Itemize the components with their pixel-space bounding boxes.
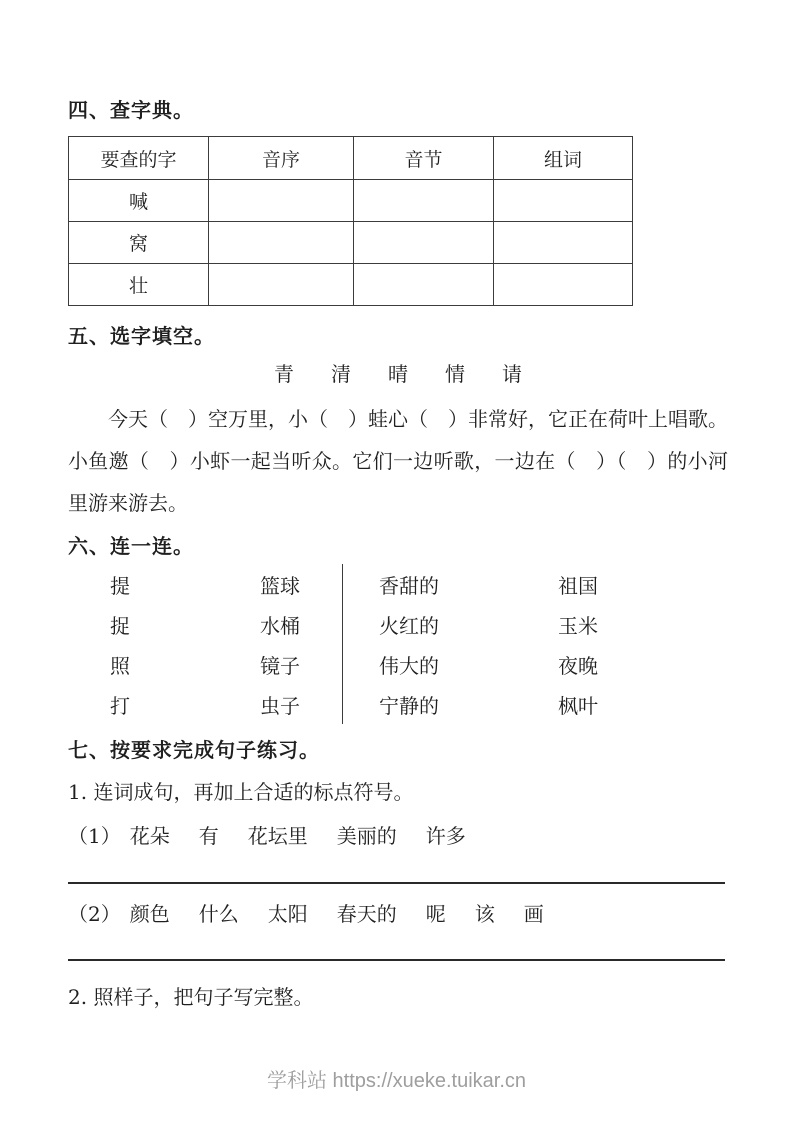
matching-area <box>68 564 728 724</box>
adjective-column <box>379 564 558 724</box>
question-2-words <box>68 900 728 928</box>
section-matching-heading: 六、连一连。 <box>68 534 194 558</box>
verb-column <box>110 564 260 724</box>
dictionary-table-header-row <box>69 137 633 180</box>
object-column <box>260 564 342 724</box>
answer-cell <box>494 180 633 222</box>
scrambled-word: 春天的 <box>336 902 397 926</box>
section-sentence-heading: 七、按要求完成句子练习。 <box>68 738 320 762</box>
answer-cell <box>354 264 494 306</box>
scrambled-word: 颜色 <box>129 902 170 926</box>
bank-character: 请 <box>502 362 522 386</box>
scrambled-word: 许多 <box>425 824 466 848</box>
match-item: 宁静的 <box>379 693 439 718</box>
match-item: 照 <box>110 653 130 678</box>
answer-cell <box>494 222 633 264</box>
section-dictionary-heading: 四、查字典。 <box>68 98 194 122</box>
answer-line <box>68 959 725 961</box>
table-row <box>69 222 633 264</box>
noun-column <box>558 564 648 724</box>
dictionary-table <box>68 136 633 306</box>
col-header-character: 要查的字 <box>69 137 209 180</box>
scrambled-word: 有 <box>198 824 219 848</box>
question-number: （1） <box>68 824 121 848</box>
col-header-initial: 音序 <box>209 137 354 180</box>
fill-blank-paragraph: 今天（ ）空万里，小（ ）蛙心（ ）非常好，它正在荷叶上唱歌。小鱼邀（ ）小虾一起当听众。它们一边听歌，一边在（ ）（ ）的小河里游来游去。 <box>68 407 728 515</box>
col-header-syllable: 音节 <box>354 137 494 180</box>
answer-line <box>68 882 725 884</box>
scrambled-word: 画 <box>523 902 544 926</box>
match-item: 香甜的 <box>379 573 439 598</box>
match-item: 篮球 <box>260 573 300 598</box>
scrambled-word: 什么 <box>198 902 239 926</box>
match-item: 祖国 <box>558 573 598 598</box>
match-item: 打 <box>110 693 130 718</box>
table-row <box>69 264 633 306</box>
watermark-footer: 学科站 https://xueke.tuikar.cn <box>267 1070 526 1092</box>
answer-cell <box>494 264 633 306</box>
question-number: （2） <box>68 902 121 926</box>
bank-character: 晴 <box>388 362 408 386</box>
col-header-word: 组词 <box>494 137 633 180</box>
scrambled-word: 花朵 <box>129 824 170 848</box>
bank-character: 清 <box>331 362 351 386</box>
scrambled-word: 该 <box>474 902 495 926</box>
match-item: 捉 <box>110 613 130 638</box>
lookup-character: 壮 <box>69 264 209 306</box>
table-row <box>69 180 633 222</box>
scrambled-word: 花坛里 <box>247 824 308 848</box>
match-item: 提 <box>110 573 130 598</box>
bank-character: 青 <box>274 362 294 386</box>
question-1-words <box>68 822 728 850</box>
scrambled-word: 美丽的 <box>336 824 397 848</box>
match-item: 虫子 <box>260 693 300 718</box>
answer-cell <box>209 264 354 306</box>
match-item: 夜晚 <box>558 653 598 678</box>
matching-right-group <box>342 564 728 724</box>
matching-left-group <box>68 564 342 724</box>
answer-cell <box>354 222 494 264</box>
worksheet-content <box>0 96 793 1011</box>
character-bank <box>68 360 728 388</box>
match-item: 镜子 <box>260 653 300 678</box>
scrambled-word: 呢 <box>425 902 446 926</box>
answer-cell <box>209 180 354 222</box>
match-item: 枫叶 <box>558 693 598 718</box>
match-item: 玉米 <box>558 613 598 638</box>
section-fill-blank-heading: 五、选字填空。 <box>68 324 215 348</box>
match-item: 伟大的 <box>379 653 439 678</box>
match-item: 水桶 <box>260 613 300 638</box>
lookup-character: 喊 <box>69 180 209 222</box>
match-item: 火红的 <box>379 613 439 638</box>
sentence-task-1: 1. 连词成句，再加上合适的标点符号。 <box>68 780 414 804</box>
lookup-character: 窝 <box>69 222 209 264</box>
bank-character: 情 <box>445 362 465 386</box>
scrambled-word: 太阳 <box>267 902 308 926</box>
answer-cell <box>209 222 354 264</box>
answer-cell <box>354 180 494 222</box>
sentence-task-2: 2. 照样子，把句子写完整。 <box>68 985 314 1009</box>
